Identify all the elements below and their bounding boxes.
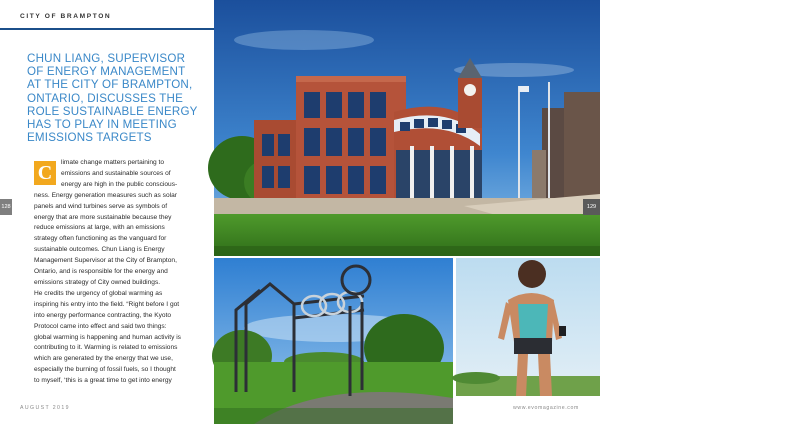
article-body — [34, 158, 210, 387]
runner-photo — [456, 258, 600, 396]
section-label: CITY OF BRAMPTON — [20, 13, 112, 20]
website-url[interactable]: www.evomagazine.com — [513, 405, 579, 411]
city-hall-photo — [214, 0, 705, 256]
body-line: reduce emissions at large, with an emissions — [34, 224, 165, 232]
home-icon[interactable] — [779, 8, 795, 22]
sculpture-park-photo — [214, 258, 453, 424]
issue-date: AUGUST 2019 — [20, 405, 70, 411]
body-line: sustainable outcomes. Chun Liang is Energy — [34, 246, 165, 254]
body-line: global warming is happening and human activity is — [34, 333, 181, 341]
body-line: Protocol came into effect and said two things: — [34, 322, 167, 330]
body-line: inspiring his entry into the field. “Right before I got — [34, 300, 180, 308]
page-number-right: 129 — [583, 199, 600, 215]
body-line: emissions strategy of City owned buildings. — [34, 278, 161, 286]
photo-credit: Photos courtesy of the City of Brampton — [680, 39, 705, 69]
body-line: to myself, ‘this is a great time to get into energy — [34, 377, 172, 385]
body-line: which are generated by the energy that we use, — [34, 355, 173, 363]
body-line: panels and wind turbines serve as symbols of — [34, 202, 168, 210]
header-rule — [0, 28, 214, 30]
body-line: Management Supervisor at the City of Brampton, — [34, 257, 177, 265]
body-line: energy that are more sustainable because they — [34, 213, 172, 221]
body-line: emissions and sustainable sources of — [61, 169, 171, 177]
article-headline: CHUN LIANG, SUPERVISOR OF ENERGY MANAGEMENT AT THE CITY OF BRAMPTON, ONTARIO, DISCUSSES THE ROLE SUSTAINABLE ENERGY HAS TO PLAY IN MEETING EMISSIONS TARGETS — [27, 52, 198, 145]
page-number-left: 128 — [0, 199, 12, 215]
body-line: ness. Energy generation measures such as solar — [34, 191, 177, 199]
body-line: limate change matters pertaining to — [61, 159, 164, 166]
body-line: strategy often functioning as the vanguard for — [34, 235, 167, 243]
drop-cap: C — [34, 161, 56, 185]
body-line: He credits the urgency of global warming as — [34, 289, 163, 297]
body-line: Ontario, and is responsible for the energy and — [34, 268, 168, 276]
body-line: contributing to it. Warming is related to emissions — [34, 344, 178, 352]
body-line: into energy performance contracting, the Kyoto — [34, 311, 172, 319]
body-line: energy are high in the public conscious- — [61, 180, 178, 188]
body-line: especially the burning of fossil fuels, so I thought — [34, 366, 176, 374]
